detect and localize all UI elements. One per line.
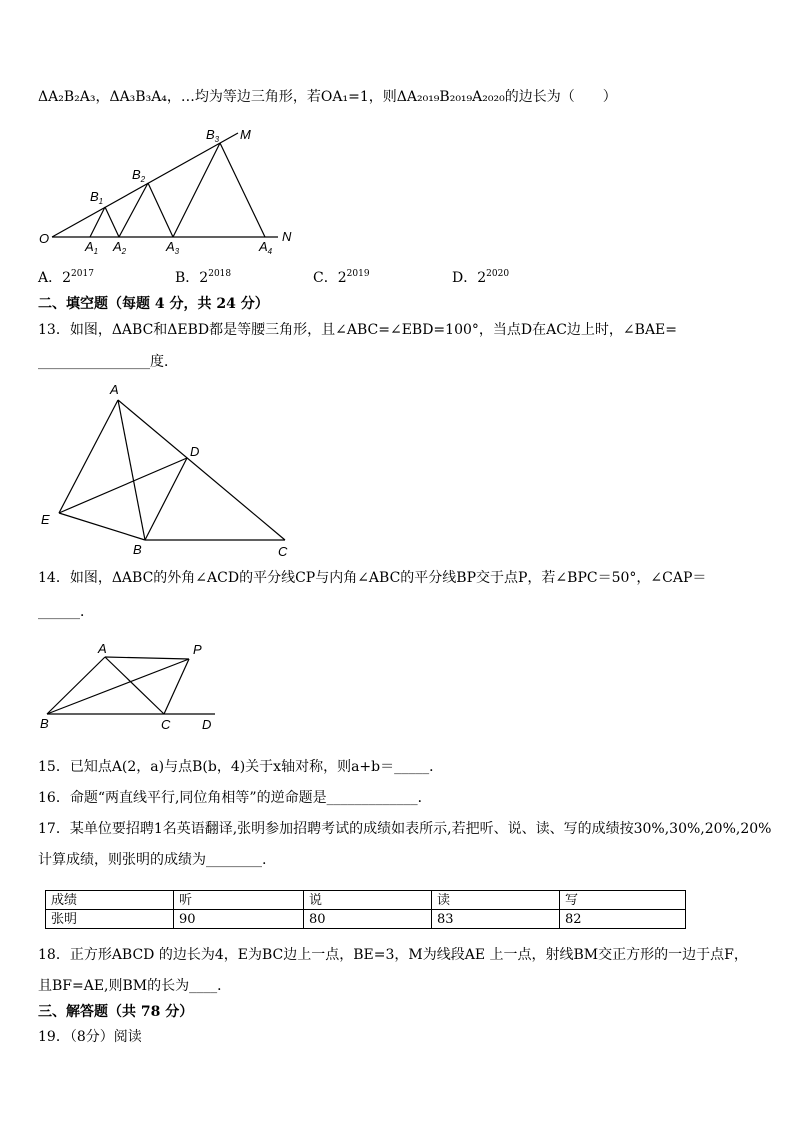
question-18-line-2: 且BF=AE,则BM的长为____． — [38, 978, 232, 994]
question-13-line-2: ________________度． — [38, 354, 178, 370]
figure-angle-bisectors — [30, 640, 230, 735]
option-d-base: 2 — [477, 270, 487, 286]
table-header-cell: 听 — [174, 891, 304, 910]
option-c-exponent: 2019 — [346, 269, 370, 279]
table-cell: 83 — [432, 910, 560, 929]
question-17-line-1: 17．某单位要招聘1名英语翻译,张明参加招聘考试的成绩如表所示,若把听、说、读、写的成绩按30%,30%,20%,20% — [38, 821, 772, 837]
segment-ac — [118, 400, 285, 540]
table-row — [46, 910, 686, 929]
segment-b3-a4 — [220, 143, 265, 237]
label-m: M — [240, 127, 251, 142]
label-b2: $B_2$ — [132, 167, 146, 184]
label-e: E — [41, 512, 50, 527]
label-b: B — [133, 542, 142, 557]
option-b-exponent: 2018 — [208, 269, 232, 279]
segment-bd — [145, 458, 187, 540]
label-b3: $B_3$ — [206, 127, 220, 144]
ray-om — [52, 133, 238, 237]
table-cell: 90 — [174, 910, 304, 929]
label-a2: $A_2$ — [113, 239, 127, 256]
option-b-base: 2 — [199, 270, 209, 286]
table-cell: 80 — [304, 910, 432, 929]
option-d-exponent: 2020 — [486, 269, 510, 279]
segment-ed — [59, 458, 187, 513]
option-b-label: B． — [175, 270, 200, 286]
option-a-base: 2 — [62, 270, 72, 286]
option-a — [38, 268, 94, 288]
table-cell: 82 — [560, 910, 686, 929]
label-c: C — [278, 544, 288, 559]
option-c-label: C． — [313, 270, 338, 286]
segment-b1-a2 — [105, 207, 119, 237]
segment-eb — [59, 513, 145, 540]
label-a: A — [98, 641, 107, 656]
option-c — [313, 268, 370, 288]
section-2-title: 二、填空题（每题 4 分，共 24 分） — [38, 296, 269, 312]
question-16: 16．命题“两直线平行,同位角相等”的逆命题是_____________． — [38, 790, 432, 806]
segment-a3-b3 — [173, 143, 220, 237]
option-a-exponent: 2017 — [71, 269, 94, 279]
table-header-cell: 说 — [304, 891, 432, 910]
option-b — [175, 268, 231, 288]
figure-isosceles-triangles — [30, 378, 300, 563]
segment-ab — [118, 400, 145, 540]
question-14-line-1: 14．如图，ΔABC的外角∠ACD的平分线CP与内角∠ABC的平分线BP交于点P，若∠BPC＝50°，∠CAP＝ — [38, 570, 707, 586]
question-19: 19．（8分）阅读 — [38, 1029, 142, 1045]
label-o: O — [39, 231, 50, 246]
label-b: B — [40, 716, 49, 731]
label-c: C — [161, 717, 171, 732]
segment-b2-a3 — [148, 183, 173, 237]
label-a3: $A_3$ — [166, 239, 180, 256]
segment-ab — [47, 657, 105, 714]
question-13-line-1: 13．如图，ΔABC和ΔEBD都是等腰三角形，且∠ABC=∠EBD=100°，当点D在AC边上时，∠BAE= — [38, 322, 678, 338]
label-a4: $A_4$ — [259, 239, 273, 256]
table-header-row — [46, 891, 686, 910]
question-12-stem: ΔA₂B₂A₃，ΔA₃B₃A₄，…均为等边三角形，若OA₁=1，则ΔA₂₀₁₉B₂₀₁₉A₂₀₂₀的边长为（ ） — [38, 89, 617, 105]
segment-ap — [105, 657, 189, 659]
label-d: D — [202, 717, 212, 732]
option-d-label: D． — [452, 270, 478, 286]
question-14-line-2: ______． — [38, 604, 94, 620]
label-n: N — [282, 229, 292, 244]
question-17-line-2: 计算成绩，则张明的成绩为________. — [38, 852, 267, 868]
option-c-base: 2 — [337, 270, 347, 286]
label-b1: $B_1$ — [90, 189, 104, 206]
table-header-cell: 读 — [432, 891, 560, 910]
label-a1: $A_1$ — [85, 239, 99, 256]
label-p: P — [193, 642, 202, 657]
question-18-line-1: 18．正方形ABCD 的边长为4，E为BC边上一点，BE=3，M为线段AE 上一点，射线BM交正方形的一边于点F， — [38, 947, 748, 963]
figure-equilateral-triangles — [30, 120, 310, 260]
table-cell: 张明 — [46, 910, 174, 929]
score-table — [45, 890, 686, 929]
segment-ae — [59, 400, 118, 513]
table-header-cell: 写 — [560, 891, 686, 910]
section-3-title: 三、解答题（共 78 分） — [38, 1004, 194, 1020]
label-d: D — [190, 444, 200, 459]
question-15: 15．已知点A(2，a)与点B(b，4)关于x轴对称，则a+b＝_____． — [38, 759, 444, 775]
segment-ac — [105, 657, 164, 714]
label-a: A — [110, 382, 119, 397]
option-d — [452, 268, 509, 288]
table-header-cell: 成绩 — [46, 891, 174, 910]
option-a-label: A． — [38, 270, 63, 286]
